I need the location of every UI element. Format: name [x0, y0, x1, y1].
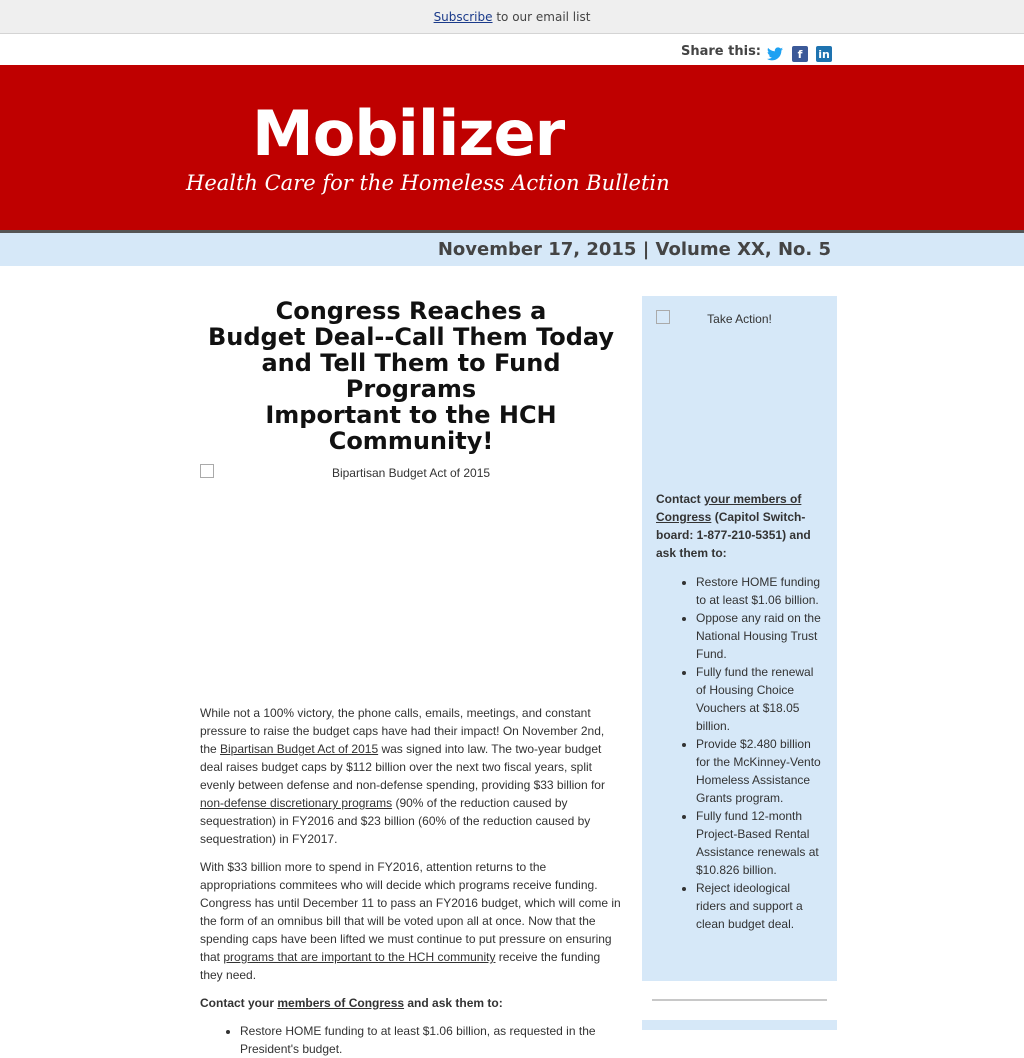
list-item: • Provide $2.480 billion for the McKinney-Vento Homeless Assistance Grants program. [696, 735, 823, 807]
article-image [200, 464, 622, 704]
text-run: While not a 100% victory, the phone calls, emails, meetings, and constant pressure to raise the budget caps have had their impact! On November 2nd, the [200, 706, 605, 756]
take-action-sidebar [642, 296, 837, 981]
text-run: was signed into law. The two-year budget deal raises budget caps by $112 billion over the next two fiscal years, split evenly between defense and non-defense spending, providing $33 billion for [200, 742, 605, 792]
article-body [200, 704, 622, 1058]
hch-programs-link[interactable]: programs that are important to the HCH community [223, 950, 496, 964]
subscribe-text: to our email list [492, 10, 591, 24]
main-article [200, 298, 622, 1058]
sidebar-contact [656, 490, 823, 562]
ndd-programs-link[interactable]: non-defense discretionary programs [200, 796, 393, 810]
budget-act-link[interactable]: Bipartisan Budget Act of 2015 [220, 742, 379, 756]
sidebar-divider [652, 999, 827, 1001]
article-headline [200, 298, 622, 454]
header-banner [0, 65, 1024, 230]
subscribe-link[interactable]: Subscribe [433, 10, 493, 24]
linkedin-icon[interactable]: in [816, 46, 832, 62]
article-paragraph [200, 704, 622, 848]
text-run: and ask them to: [404, 996, 503, 1010]
twitter-icon[interactable] [767, 46, 783, 62]
text-run: (Capitol Switch-board: 1-877-210-5351) and ask them to: [656, 510, 811, 560]
share-bar [0, 34, 1024, 65]
sidebar-next-box [642, 1020, 837, 1030]
list-item: • Fully fund the renewal of Housing Choice Vouchers at $18.05 billion. [696, 663, 823, 735]
article-image-alt: Bipartisan Budget Act of 2015 [331, 466, 491, 480]
list-item: • Restore HOME funding to at least $1.06 billion. [696, 573, 823, 609]
take-action-image-alt: Take Action! [707, 312, 772, 326]
article-paragraph [200, 994, 622, 1012]
headline-line: Budget Deal--Call Them Today [207, 323, 615, 351]
list-item: • Oppose any raid on the National Housing Trust Fund. [696, 609, 823, 663]
article-paragraph [200, 858, 622, 984]
text-run: (90% of the reduction caused by sequestration) in FY2016 and $23 billion (60% of the reduction caused by sequestration) in FY2017. [200, 796, 591, 846]
brand-title: Mobilizer [252, 97, 565, 170]
text-run: With $33 billion more to spend in FY2016, attention returns to the appropriations commitees who will decide which programs receive funding. Congress has until December 11 to pass an FY2016 budget, which will come in the form of an omnibus bill that will be voted upon all at once. Now that the spending caps have been lifted we must continue to put pressure on ensuring that [200, 860, 621, 964]
text-run: receive the funding they need. [200, 950, 601, 982]
your-members-link[interactable]: your members of Congress [656, 492, 802, 524]
members-of-congress-link[interactable]: members of Congress [277, 996, 405, 1010]
list-item: • Reject ideological riders and support a clean budget deal. [696, 879, 823, 933]
issue-dateline-bar [0, 233, 1024, 266]
article-request-list [200, 1022, 622, 1058]
subscribe-bar [0, 0, 1024, 34]
facebook-icon[interactable]: f [792, 46, 808, 62]
list-item: • Restore HOME funding to at least $1.06 billion, as requested in the President's budget. [240, 1022, 622, 1058]
headline-line: and Tell Them to Fund Programs [261, 349, 561, 403]
headline-line: Important to the HCH Community! [265, 401, 557, 455]
brand-tagline: Health Care for the Homeless Action Bulletin [186, 171, 670, 195]
issue-dateline: November 17, 2015 | Volume XX, No. 5 [437, 239, 831, 260]
headline-line: Congress Reaches a [275, 297, 547, 325]
sidebar-request-list [656, 573, 823, 933]
take-action-image [656, 310, 823, 490]
text-run: Contact your [200, 996, 278, 1010]
list-item: • Fully fund 12-month Project-Based Rental Assistance renewals at $10.826 billion. [696, 807, 823, 879]
share-label: Share this: [681, 44, 762, 59]
text-run: Contact [656, 492, 704, 506]
